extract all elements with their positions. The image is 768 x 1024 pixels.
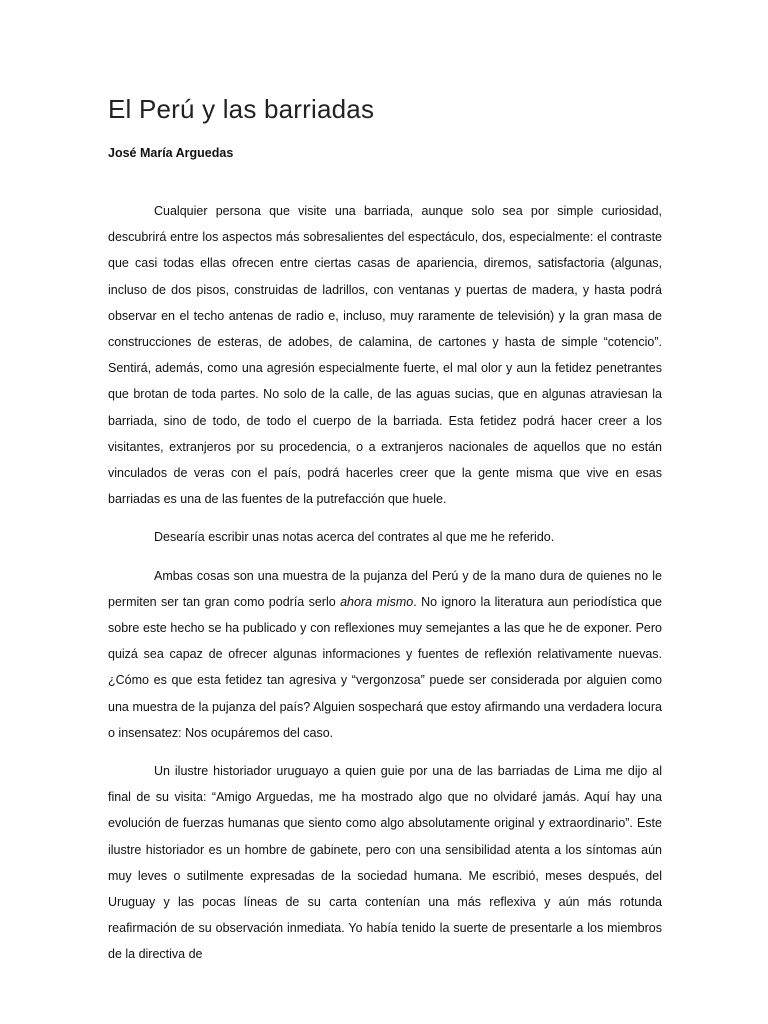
paragraph-3-emphasis: ahora mismo — [340, 594, 414, 609]
paragraph-1: Cualquier persona que visite una barriada, aunque solo sea por simple curiosidad, descubrirá entre los aspectos más sobresalientes del espectáculo, dos, especialmente: el contraste que casi todas ellas ofrecen entre ciertas casas de apariencia, diremos, satisfactoria (algunas, incluso de dos pisos, construidas de ladrillos, con ventanas y puertas de madera, y hasta podrá observar en el techo antenas de radio e, incluso, muy raramente de televisión) y la gran masa de construcciones de esteras, de adobes, de calamina, de cartones y hasta de simple “cotencio”. Sentirá, además, como una agresión especialmente fuerte, el mal olor y aun la fetidez penetrantes que brotan de toda partes. No solo de la calle, de las aguas sucias, que en algunas atraviesan la barriada, sino de todo, de todo el cuerpo de la barriada. Esta fetidez podrá hacer creer a los visitantes, extranjeros por su procedencia, o a extranjeros nacionales de aquellos que no están vinculados de veras con el país, podrá hacerles creer que la gente misma que vive en esas barriadas es una de las fuentes de la putrefacción que huele. — [108, 204, 662, 507]
paragraph-3-text-after: . No ignoro la literatura aun periodística que sobre este hecho se ha publicado y con reflexiones muy semejantes a las que he de exponer. Pero quizá sea capaz de ofrecer algunas informaciones y fuentes de reflexión relativamente nuevas. ¿Cómo es que esta fetidez tan agresiva y “vergonzosa” puede ser considerada por alguien como una muestra de la pujanza del país? Alguien sospechará que estoy afirmando una verdadera locura o insensatez: Nos ocupáremos del caso. — [108, 594, 663, 740]
document-body — [108, 198, 662, 968]
document-page — [108, 0, 662, 1024]
paragraph-3 — [108, 563, 662, 746]
paragraph-3-text-before: Ambas cosas son una muestra de la pujanza del Perú y de la mano dura de quienes no le permiten ser tan gran como podría serlo — [108, 568, 662, 609]
paragraph-4: Un ilustre historiador uruguayo a quien guie por una de las barriadas de Lima me dijo al final de su visita: “Amigo Arguedas, me ha mostrado algo que no olvidaré jamás. Aquí hay una evolución de fuerzas humanas que siento como algo absolutamente original y extraordinario”. Este ilustre historiador es un hombre de gabinete, pero con una sensibilidad atenta a los síntomas aún muy leves o sutilmente expresadas de la sociedad humana. Me escribió, meses después, del Uruguay y las pocas líneas de su carta contenían una más reflexiva y aún más rotunda reafirmación de su observación inmediata. Yo había tenido la suerte de presentarle a los miembros de la directiva de — [108, 764, 662, 962]
document-title: El Perú y las barriadas — [108, 94, 375, 124]
paragraph-2: Desearía escribir unas notas acerca del contrates al que me he referido. — [154, 530, 555, 545]
document-author: José María Arguedas — [108, 146, 234, 160]
